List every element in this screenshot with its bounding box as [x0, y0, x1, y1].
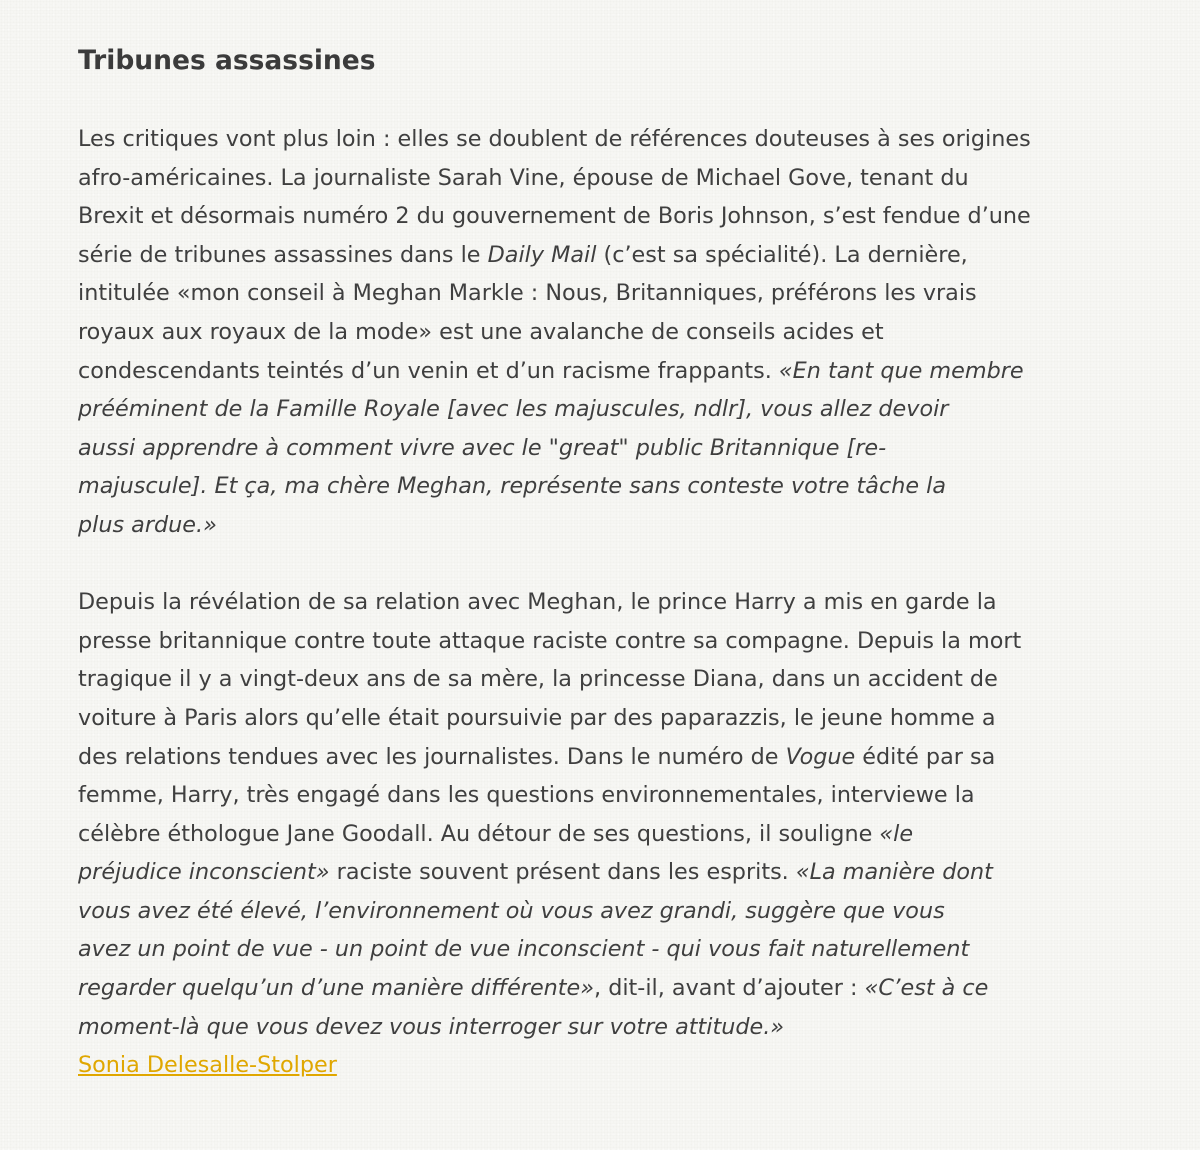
publication-name-daily-mail: Daily Mail [487, 241, 597, 268]
text-segment: condescendants teintés d’un venin et d’un racisme frappants. [78, 357, 779, 384]
text-segment: série de tribunes assassines dans le [78, 241, 488, 268]
author-link[interactable]: Sonia Delesalle-Stolper [78, 1052, 337, 1079]
quote-line: majuscule]. Et ça, ma chère Meghan, représente sans conteste votre tâche la [78, 473, 946, 500]
quote-segment: «La manière dont [795, 859, 993, 886]
text-segment: , dit-il, avant d’ajouter : [594, 975, 865, 1002]
text-line: femme, Harry, très engagé dans les questions environnementales, interviewe la [78, 782, 975, 809]
quote-segment: regarder quelqu’un d’une manière différente» [78, 975, 595, 1002]
text-line: intitulée «mon conseil à Meghan Markle : Nous, Britanniques, préférons les vrais [78, 280, 977, 307]
quote-segment: «C’est à ce [864, 975, 989, 1002]
text-line [78, 738, 1128, 777]
text-line: tragique il y a vingt-deux ans de sa mère, la princesse Diana, dans un accident de [78, 666, 998, 693]
text-segment: célèbre éthologue Jane Goodall. Au détour de ses questions, il souligne [78, 820, 880, 847]
text-line [78, 236, 1128, 275]
note-body [78, 42, 1128, 1085]
quote-line: plus ardue.» [78, 511, 217, 538]
quote-segment: «le [879, 820, 914, 847]
quote-line: prééminent de la Famille Royale [avec les majuscules, ndlr], vous allez devoir [78, 396, 949, 423]
quote-line: moment-là que vous devez vous interroger sur votre attitude.» [78, 1013, 785, 1040]
paragraph-2 [78, 583, 1128, 1085]
quote-segment: «En tant que membre [778, 357, 1024, 384]
text-segment: des relations tendues avec les journalistes. Dans le numéro de [78, 743, 786, 770]
text-line: afro-américaines. La journaliste Sarah Vine, épouse de Michael Gove, tenant du [78, 164, 969, 191]
text-line: voiture à Paris alors qu’elle était poursuivie par des paparazzis, le jeune homme a [78, 704, 996, 731]
quote-line: vous avez été élevé, l’environnement où vous avez grandi, suggère que vous [78, 897, 945, 924]
text-segment: raciste souvent présent dans les esprits. [329, 859, 796, 886]
text-line: Les critiques vont plus loin : elles se doublent de références douteuses à ses origines [78, 126, 1031, 152]
quote-segment: préjudice inconscient» [78, 859, 330, 886]
text-line: Depuis la révélation de sa relation avec Meghan, le prince Harry a mis en garde la [78, 589, 997, 616]
text-line [78, 853, 1128, 892]
text-segment: (c’est sa spécialité). La dernière, [596, 241, 968, 268]
paragraph-1 [78, 120, 1128, 545]
text-line: royaux aux royaux de la mode» est une avalanche de conseils acides et [78, 318, 884, 345]
text-segment: édité par sa [855, 743, 996, 770]
text-line: presse britannique contre toute attaque raciste contre sa compagne. Depuis la mort [78, 627, 1022, 654]
text-line: Brexit et désormais numéro 2 du gouvernement de Boris Johnson, s’est fendue d’une [78, 203, 1031, 230]
publication-name-vogue: Vogue [785, 743, 856, 770]
article-heading: Tribunes assassines [78, 45, 376, 76]
text-line [78, 352, 1128, 391]
quote-line: avez un point de vue - un point de vue inconscient - qui vous fait naturellement [78, 936, 970, 963]
text-line [78, 969, 1128, 1008]
quote-line: aussi apprendre à comment vivre avec le "great" public Britannique [re- [78, 434, 887, 461]
text-line [78, 815, 1128, 854]
